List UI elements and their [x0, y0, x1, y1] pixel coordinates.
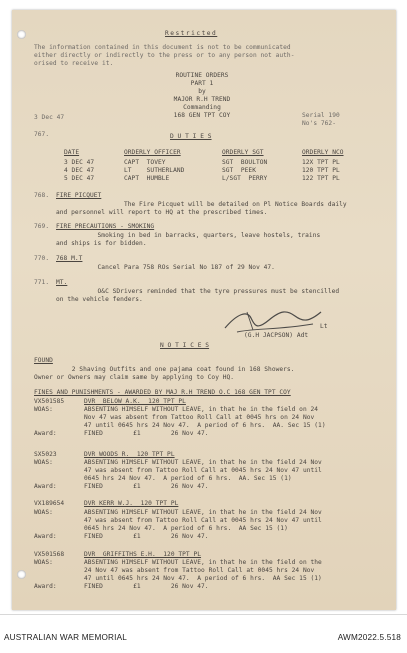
- duties-heading: D U T I E S: [170, 133, 212, 140]
- notice-line: either directly or indirectly to the press or to any person not auth-: [34, 52, 295, 59]
- award-text: FINED £1 26 Nov 47.: [84, 533, 209, 540]
- accession-number: AWM2022.5.518: [337, 633, 401, 642]
- offence-text: 24 Nov 47 was absent from Tattoo Roll Call at 0045 hrs 24 Nov: [84, 567, 315, 574]
- notice-line: orised to receive it.: [34, 60, 114, 67]
- award-label: Award:: [34, 533, 57, 540]
- duties-cell: L/SGT PERRY: [222, 175, 268, 182]
- duties-cell: 120 TPT PL: [302, 167, 340, 174]
- woas-label: WOAS:: [34, 559, 53, 566]
- duties-col-sgt: ORDERLY SGT: [222, 149, 264, 156]
- offence-text: 47 was absent from Tattoo Roll Call at 0045 hrs 24 Nov 47 until: [84, 517, 322, 524]
- order-number: 770.: [34, 255, 50, 262]
- offence-text: 47 was absent from Tattoo Roll Call at 0045 hrs 24 Nov 47 until: [84, 467, 322, 474]
- image-footer: [0, 614, 407, 653]
- serial-range: No's 762-: [302, 120, 336, 127]
- offence-text: 0645 hrs 24 Nov 47. A period of 6 hrs. AA. Sec 15 (1): [84, 475, 292, 482]
- order-text: and personnel will report to HQ at the prescribed times.: [56, 209, 268, 216]
- service-number: SX5023: [34, 451, 57, 458]
- woas-label: WOAS:: [34, 509, 53, 516]
- order-text: on the vehicle fenders.: [56, 296, 143, 303]
- duties-cell: 4 DEC 47: [64, 167, 95, 174]
- duties-cell: CAPT TOVEY: [124, 159, 166, 166]
- woas-label: WOAS:: [34, 459, 53, 466]
- award-label: Award:: [34, 483, 57, 490]
- source-credit: AUSTRALIAN WAR MEMORIAL: [4, 633, 128, 642]
- order-title: MT.: [56, 279, 68, 286]
- duties-cell: 122 TPT PL: [302, 175, 340, 182]
- order-title: 768 M.T: [56, 255, 83, 262]
- award-label: Award:: [34, 583, 57, 590]
- punch-hole: [17, 30, 26, 39]
- serial-number: Serial 190: [302, 112, 340, 119]
- offence-text: 47 until 0645 hrs 24 Nov 47. A period of 6 hrs. AA Sec 15 (1): [84, 575, 322, 582]
- commanding-label: Commanding: [183, 104, 221, 111]
- classification-heading: Restricted: [165, 30, 218, 37]
- found-title: FOUND: [34, 357, 53, 364]
- offence-text: Nov 47 was absent from Tattoo Roll Call at 0045 hrs on 24 Nov: [84, 414, 315, 421]
- order-text: Smoking in bed in barracks, quarters, leave hostels, trains: [56, 232, 321, 239]
- soldier-name: DVR BELOW A.K. 120 TPT PL: [84, 398, 186, 405]
- duties-col-officer: ORDERLY OFFICER: [124, 149, 181, 156]
- award-text: FINED £1 26 Nov 47.: [84, 483, 209, 490]
- signature-name: (G.H JACPSON) Adt: [244, 332, 309, 339]
- order-title: FIRE PICQUET: [56, 192, 102, 199]
- unit-name: 168 GEN TPT COY: [173, 112, 231, 119]
- orders-title: ROUTINE ORDERS: [175, 72, 229, 79]
- order-title: FIRE PRECAUTIONS - SMOKING: [56, 223, 155, 230]
- order-text: The Fire Picquet will be detailed on Pl Notice Boards daily: [56, 201, 347, 208]
- offence-text: 0645 hrs 24 Nov 47. A period of 6 hrs. AA Sec 15 (1): [84, 525, 288, 532]
- order-text: O&C SDrivers reminded that the tyre pressures must be stencilled: [56, 288, 340, 295]
- offence-text: ABSENTING HIMSELF WITHOUT LEAVE, in that he in the field on 24: [84, 406, 319, 413]
- soldier-name: DVR WOODS R. 120 TPT PL: [84, 451, 175, 458]
- order-date: 3 Dec 47: [34, 114, 65, 121]
- found-text: 2 Shaving Outfits and one pajama coat found in 168 Showers.: [34, 366, 295, 373]
- duties-cell: CAPT HUMBLE: [124, 175, 170, 182]
- found-text: Owner or Owners may claim same by applying to Coy HQ.: [34, 374, 235, 381]
- order-number: 771.: [34, 279, 50, 286]
- duties-number: 767.: [34, 131, 50, 138]
- order-text: Cancel Para 758 ROs Serial No 187 of 29 Nov 47.: [56, 264, 275, 271]
- service-number: VX189654: [34, 500, 65, 507]
- offence-text: ABSENTING HIMSELF WITHOUT LEAVE, in that he in the field 24 Nov: [84, 509, 322, 516]
- duties-col-date: DATE: [64, 149, 80, 156]
- orders-part: PART 1: [190, 80, 214, 87]
- offence-text: ABSENTING HIMSELF WITHOUT LEAVE, in that he in the field on the: [84, 559, 322, 566]
- duties-cell: 3 DEC 47: [64, 159, 95, 166]
- order-number: 769.: [34, 223, 50, 230]
- award-label: Award:: [34, 430, 57, 437]
- award-text: FINED £1 26 Nov 47.: [84, 430, 209, 437]
- duties-cell: SGT PEEK: [222, 167, 256, 174]
- duties-cell: 12X TPT PL: [302, 159, 340, 166]
- fines-title: FINES AND PUNISHMENTS - AWARDED BY MAJ R.H TREND O.C 168 GEN TPT COY: [34, 389, 291, 396]
- soldier-name: DVR GRIFFITHS E.H. 120 TPT PL: [84, 551, 202, 558]
- duties-col-nco: ORDERLY NCO: [302, 149, 344, 156]
- service-number: VX501568: [34, 551, 65, 558]
- order-text: and ships is for bidden.: [56, 240, 147, 247]
- woas-label: WOAS:: [34, 406, 53, 413]
- service-number: VX501585: [34, 398, 65, 405]
- award-text: FINED £1 26 Nov 47.: [84, 583, 209, 590]
- order-number: 768.: [34, 192, 50, 199]
- orders-by: by: [198, 88, 206, 95]
- punch-hole: [17, 570, 26, 579]
- duties-cell: SGT BOULTON: [222, 159, 268, 166]
- notice-line: The information contained in this document is not to be communicated: [34, 44, 291, 51]
- offence-text: 47 until 0645 hrs 24 Nov 47. A period of 6 hrs. AA. Sec 15 (1): [84, 422, 326, 429]
- duties-cell: LT SUTHERLAND: [124, 167, 185, 174]
- notices-heading: N O T I C E S: [160, 342, 210, 349]
- soldier-name: DVR KERR W.J. 120 TPT PL: [84, 500, 179, 507]
- duties-cell: 5 DEC 47: [64, 175, 95, 182]
- document-page: [12, 10, 396, 610]
- commander-name: MAJOR R.H TREND: [173, 96, 231, 103]
- offence-text: ABSENTING HIMSELF WITHOUT LEAVE, in that he in the field 24 Nov: [84, 459, 322, 466]
- signature-rank: Lt: [320, 323, 328, 330]
